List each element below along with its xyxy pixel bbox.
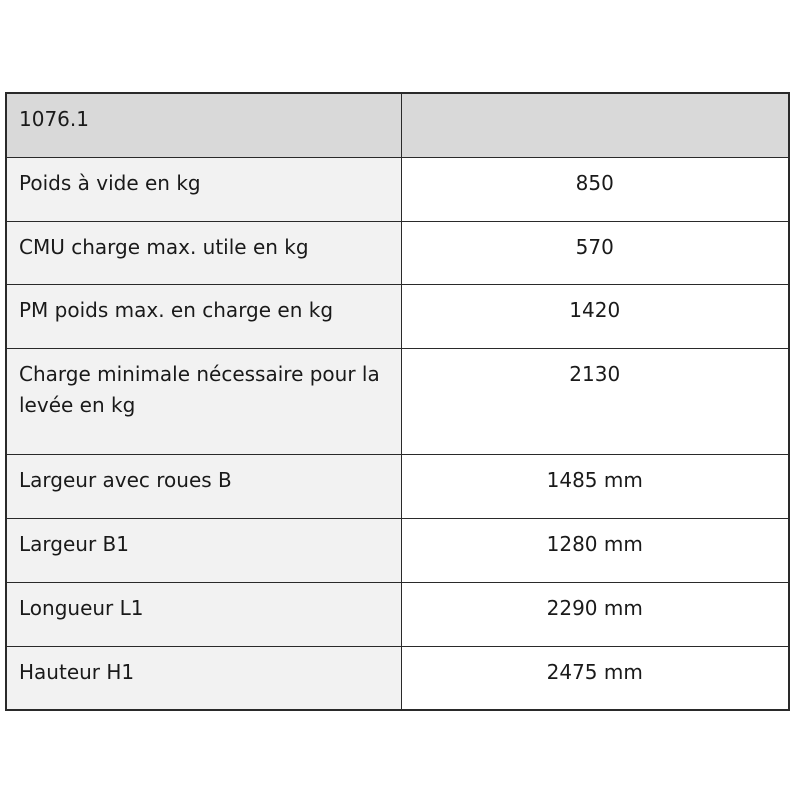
model-number-cell: 1076.1: [6, 93, 401, 157]
row-label: PM poids max. en charge en kg: [6, 284, 401, 348]
row-value: 2290 mm: [401, 582, 789, 646]
row-value: 1280 mm: [401, 518, 789, 582]
row-label: Poids à vide en kg: [6, 157, 401, 221]
row-value: 1420: [401, 284, 789, 348]
row-label: Largeur avec roues B: [6, 454, 401, 518]
table-row: [6, 646, 789, 710]
row-value: 2130: [401, 348, 789, 454]
header-value-cell: [401, 93, 789, 157]
table-row: [6, 518, 789, 582]
row-value: 1485 mm: [401, 454, 789, 518]
row-label: Hauteur H1: [6, 646, 401, 710]
spec-table: [5, 92, 790, 711]
row-label: CMU charge max. utile en kg: [6, 221, 401, 284]
row-value: 570: [401, 221, 789, 284]
row-label: Charge minimale nécessaire pour la levée en kg: [6, 348, 401, 454]
table-header-row: [6, 93, 789, 157]
table-row: [6, 284, 789, 348]
row-label: Largeur B1: [6, 518, 401, 582]
table-row: [6, 221, 789, 284]
table-row: [6, 348, 789, 454]
row-label: Longueur L1: [6, 582, 401, 646]
row-value: 2475 mm: [401, 646, 789, 710]
table-row: [6, 582, 789, 646]
table-row: [6, 157, 789, 221]
row-value: 850: [401, 157, 789, 221]
table-row: [6, 454, 789, 518]
